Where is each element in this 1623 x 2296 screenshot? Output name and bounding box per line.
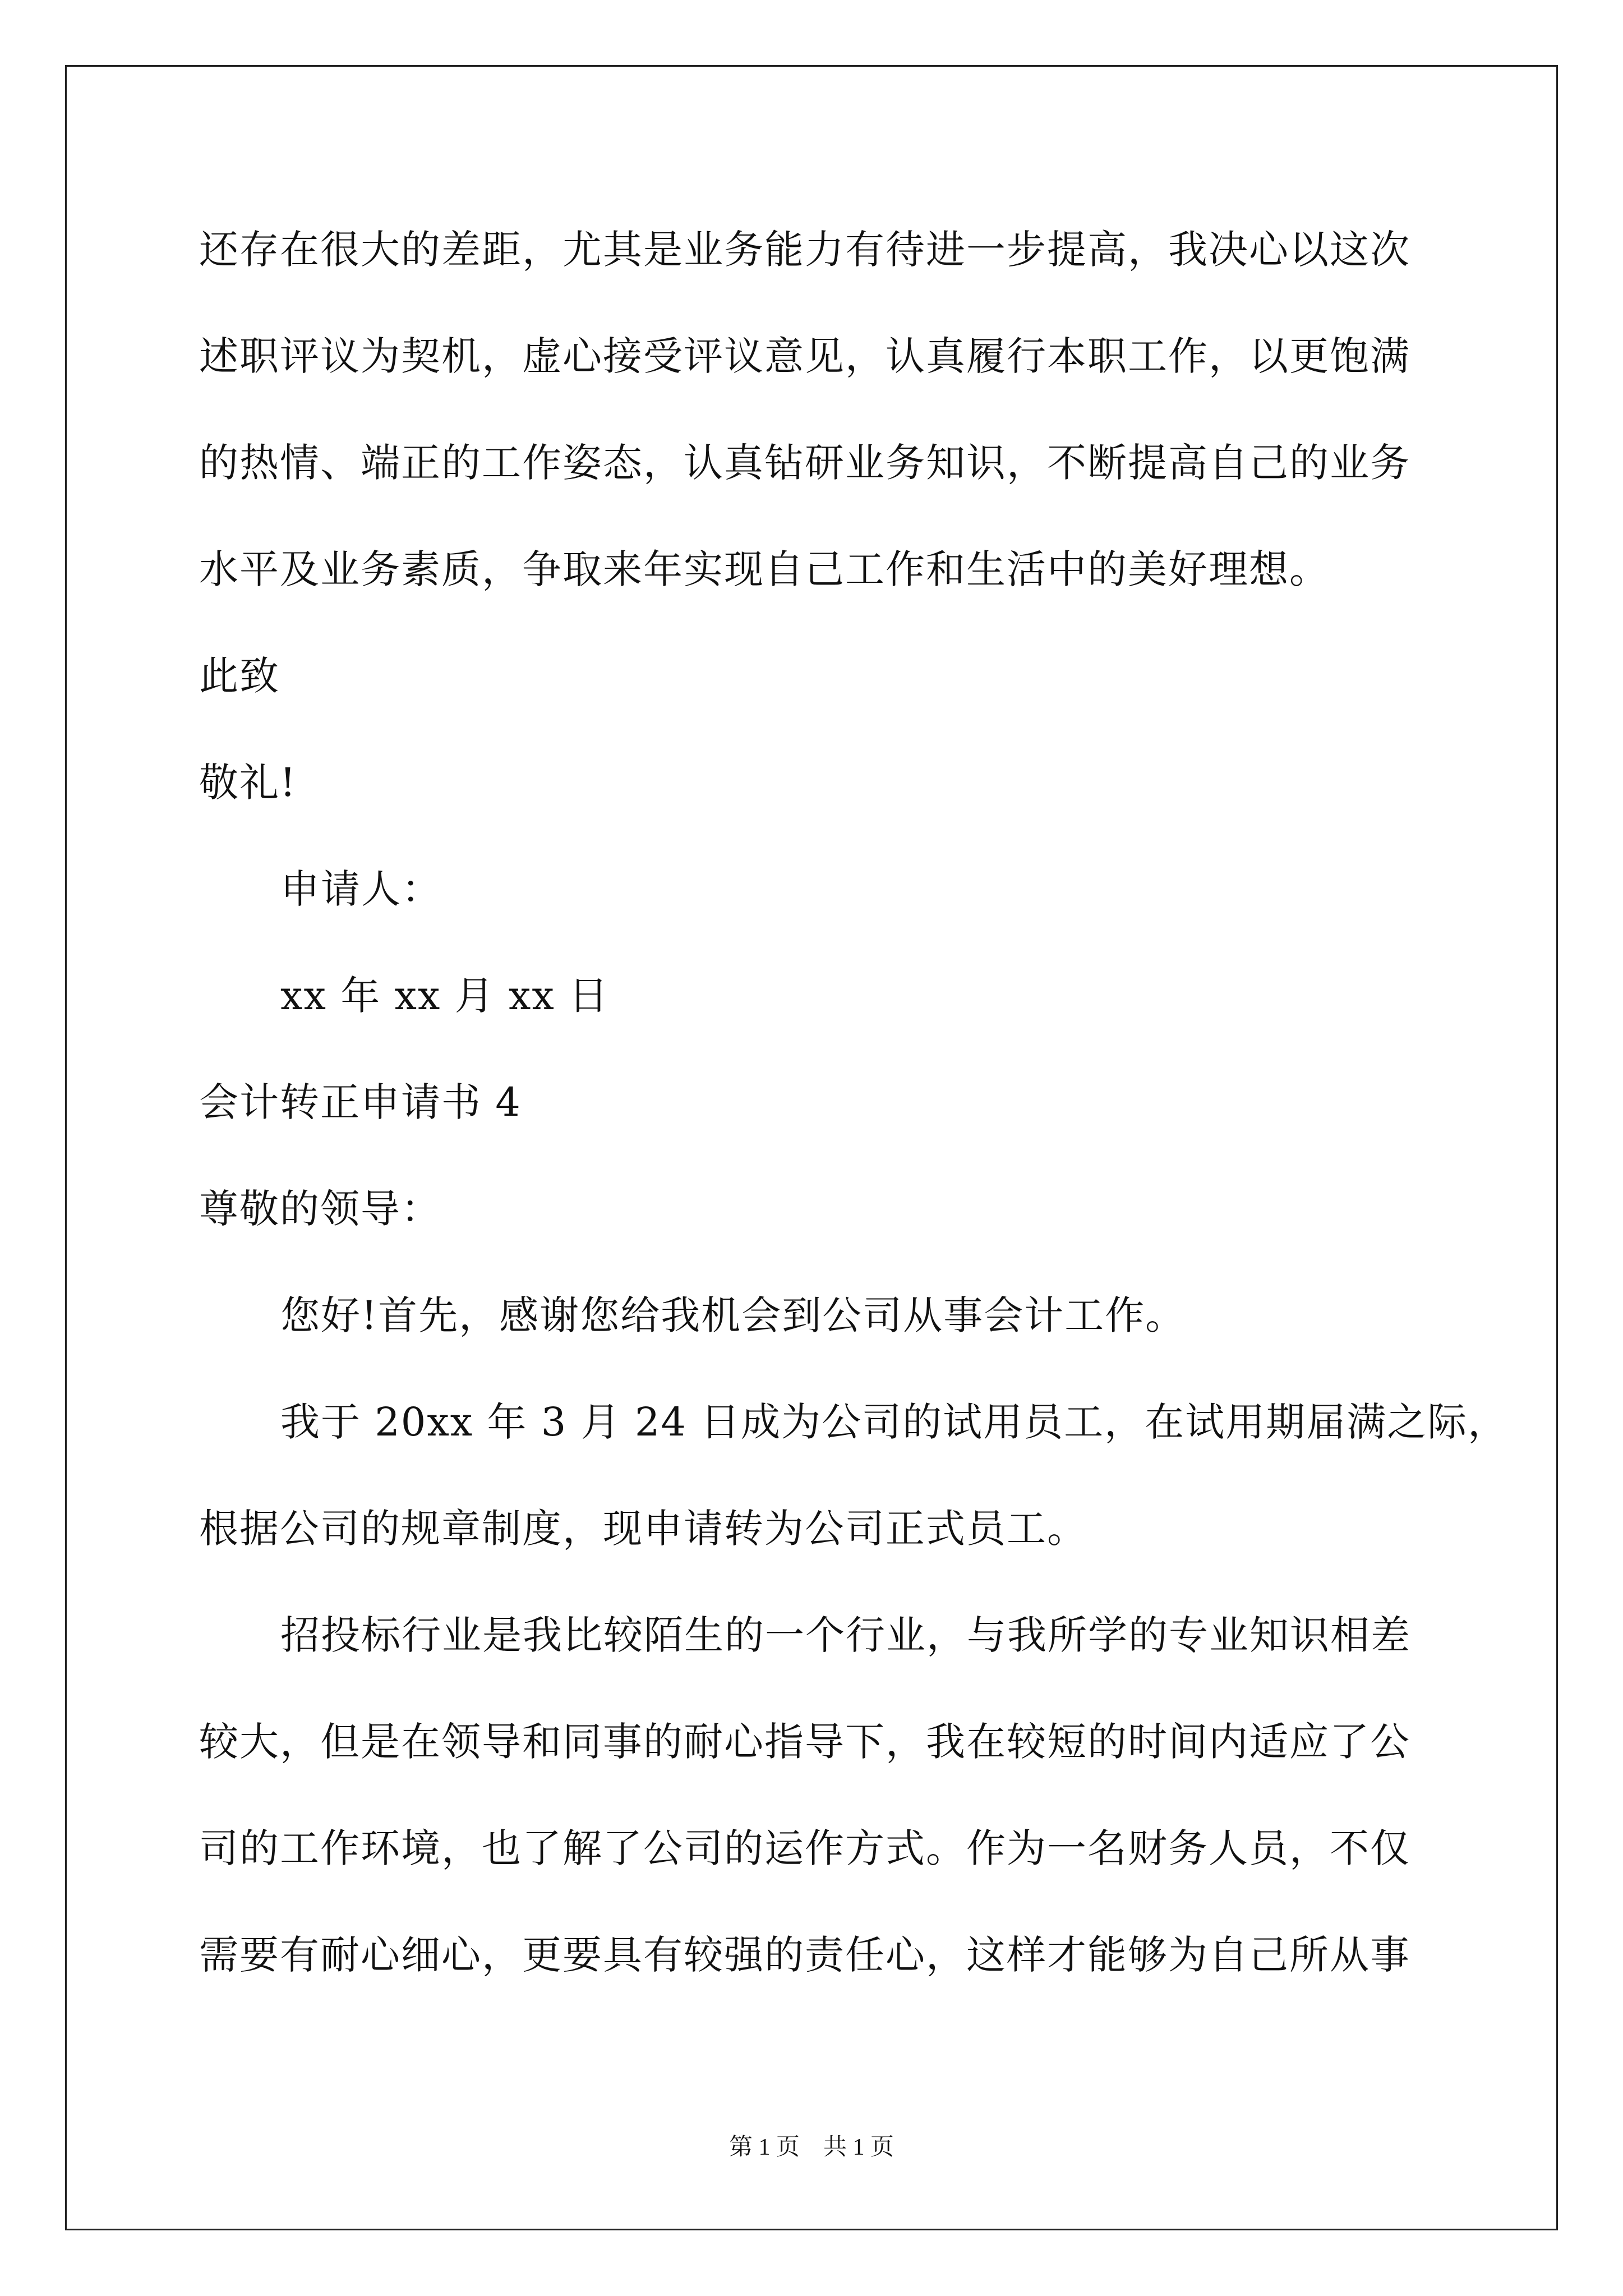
- closing-regards: 敬礼!: [199, 760, 297, 806]
- body-line: 我于 20xx 年 3 月 24 日成为公司的试用员工，在试用期届满之际，: [280, 1399, 1509, 1445]
- body-line: 的热情、端正的工作姿态，认真钻研业务知识，不断提高自己的业务: [199, 440, 1410, 486]
- page-border: [65, 65, 1558, 2230]
- body-line: 述职评议为契机，虚心接受评议意见，认真履行本职工作，以更饱满: [199, 333, 1410, 379]
- applicant-label: 申请人：: [280, 866, 442, 912]
- body-line: 水平及业务素质，争取来年实现自己工作和生活中的美好理想。: [199, 546, 1330, 592]
- closing-salutation: 此致: [199, 653, 280, 699]
- body-line: 还存在很大的差距，尤其是业务能力有待进一步提高，我决心以这次: [199, 227, 1410, 273]
- section-title: 会计转正申请书 4: [199, 1079, 522, 1125]
- body-line: 招投标行业是我比较陌生的一个行业，与我所学的专业知识相差: [280, 1612, 1411, 1658]
- body-line: 较大，但是在领导和同事的耐心指导下，我在较短的时间内适应了公: [199, 1719, 1410, 1765]
- date-line: xx 年 xx 月 xx 日: [280, 973, 610, 1019]
- body-line: 需要有耐心细心，更要具有较强的责任心，这样才能够为自己所从事: [199, 1932, 1410, 1978]
- body-line: 司的工作环境，也了解了公司的运作方式。作为一名财务人员，不仅: [199, 1825, 1410, 1871]
- greeting: 尊敬的领导：: [199, 1186, 441, 1232]
- body-line: 根据公司的规章制度，现申请转为公司正式员工。: [199, 1506, 1087, 1552]
- body-line: 您好!首先，感谢您给我机会到公司从事会计工作。: [280, 1292, 1186, 1338]
- page-footer: 第 1 页 共 1 页: [728, 2134, 894, 2160]
